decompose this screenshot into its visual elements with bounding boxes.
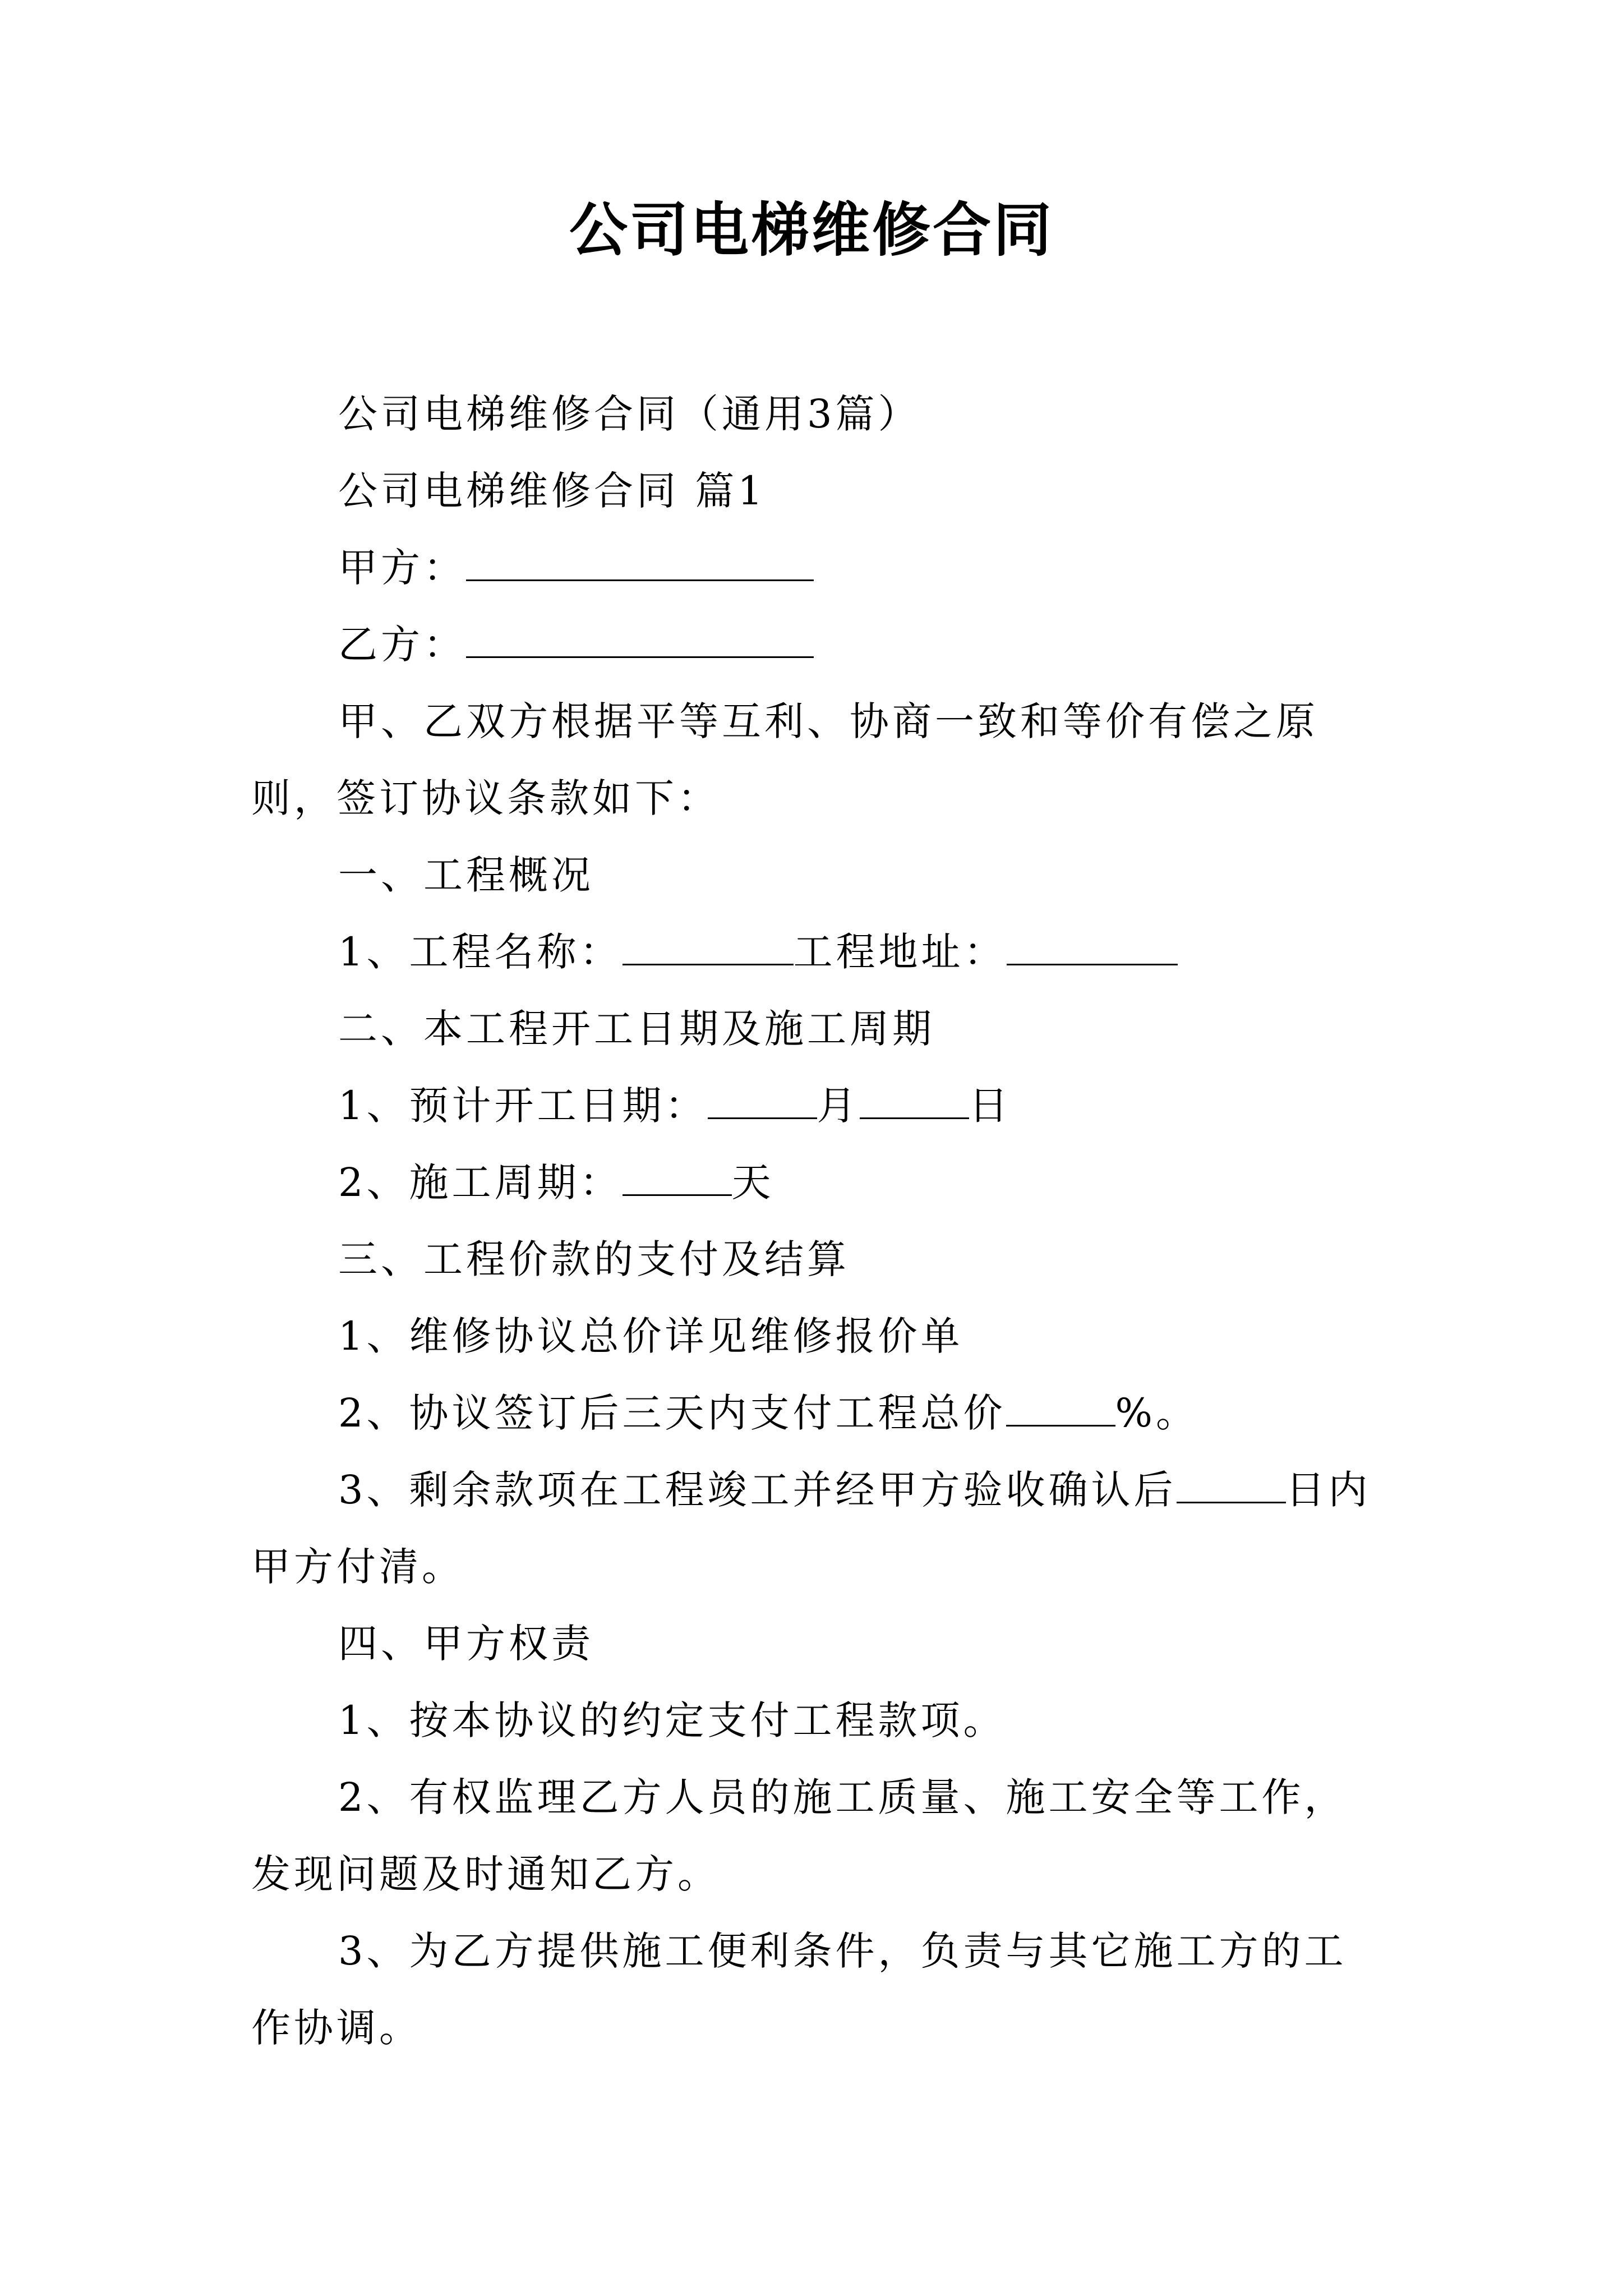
payment-clause-3 <box>251 1452 1384 1605</box>
section-3-heading: 三、工程价款的支付及结算 <box>338 1236 850 1282</box>
construction-period-line <box>251 1144 1384 1221</box>
payment-clause-3-text: 3、剩余款项在工程竣工并经甲方验收确认后 <box>338 1467 1177 1513</box>
contract-body <box>251 376 1384 2067</box>
party-b-line <box>251 606 1384 683</box>
days-label: 天 <box>731 1159 774 1205</box>
percent-label: %。 <box>1115 1390 1199 1436</box>
project-name-label: 1、工程名称： <box>338 929 623 975</box>
party-a-blank <box>466 546 814 581</box>
payment-percent-blank <box>1006 1391 1115 1427</box>
project-address-label: 工程地址： <box>793 929 1007 975</box>
start-date-line <box>251 1068 1384 1144</box>
month-label: 月 <box>817 1083 860 1129</box>
project-name-line <box>251 914 1384 991</box>
start-day-blank <box>860 1084 969 1119</box>
intro-paragraph: 甲、乙双方根据平等互利、协商一致和等价有偿之原则，签订协议条款如下： <box>251 698 1318 821</box>
payment-clause-2-text: 2、协议签订后三天内支付工程总价 <box>338 1390 1006 1436</box>
party-a-duty-3: 3、为乙方提供施工便利条件，负责与其它施工方的工作协调。 <box>251 1928 1347 2051</box>
document-title: 公司电梯维修合同 <box>569 196 1054 264</box>
payment-clause-1: 1、维修协议总价详见维修报价单 <box>338 1313 963 1359</box>
section-1-heading: 一、工程概况 <box>338 852 594 898</box>
party-a-label: 甲方： <box>338 545 466 591</box>
party-b-blank <box>466 623 814 658</box>
payment-clause-3-end: 日内甲方付清。 <box>251 1467 1371 1590</box>
party-b-label: 乙方： <box>338 622 466 668</box>
party-a-line <box>251 530 1384 606</box>
contract-part-heading: 公司电梯维修合同 篇1 <box>338 468 766 514</box>
section-2-heading: 二、本工程开工日期及施工周期 <box>338 1006 935 1052</box>
party-a-duty-2: 2、有权监理乙方人员的施工质量、施工安全等工作，发现问题及时通知乙方。 <box>251 1774 1347 1897</box>
contract-subtitle: 公司电梯维修合同（通用3篇） <box>338 391 921 437</box>
payment-days-blank <box>1177 1468 1286 1503</box>
start-date-label: 1、预计开工日期： <box>338 1083 708 1129</box>
construction-period-label: 2、施工周期： <box>338 1159 623 1205</box>
project-name-blank <box>623 930 794 965</box>
day-label: 日 <box>969 1083 1012 1129</box>
start-month-blank <box>708 1084 817 1119</box>
project-address-blank <box>1007 930 1178 965</box>
party-a-duty-1: 1、按本协议的约定支付工程款项。 <box>338 1697 1006 1743</box>
payment-clause-2 <box>251 1375 1384 1452</box>
construction-days-blank <box>623 1161 732 1196</box>
section-4-heading: 四、甲方权责 <box>338 1621 594 1667</box>
